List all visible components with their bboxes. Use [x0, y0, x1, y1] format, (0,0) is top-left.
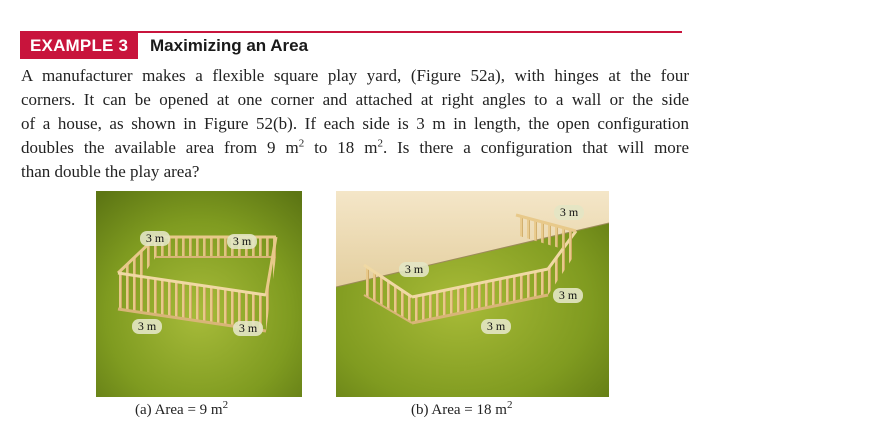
side-label-front: [481, 319, 511, 334]
fence-back: [156, 237, 276, 257]
svg-text:3 m: 3 m: [558, 288, 578, 302]
caption-b-text: (b) Area = 18 m: [411, 402, 507, 418]
figure-a-square-yard: [96, 191, 302, 397]
side-label-left: [399, 262, 429, 277]
figure-b-open-yard: [336, 191, 609, 397]
svg-text:3 m: 3 m: [137, 319, 157, 333]
caption-b: [411, 399, 513, 419]
side-label-top: [554, 205, 584, 220]
example-tag: EXAMPLE 3: [20, 33, 138, 59]
caption-a-sup: 2: [222, 399, 229, 411]
paragraph-line-5: than double the play area?: [21, 162, 200, 181]
side-label-back-right: [227, 234, 257, 249]
side-label-front-right: [233, 321, 263, 336]
line4-part-b: to 18 m: [304, 138, 378, 157]
svg-text:3 m: 3 m: [232, 234, 252, 248]
caption-b-sup: 2: [506, 399, 513, 411]
line4-sup-1: 2: [298, 137, 305, 150]
caption-a: [135, 399, 229, 419]
svg-text:3 m: 3 m: [404, 262, 424, 276]
example-title: Maximizing an Area: [150, 36, 309, 55]
svg-text:3 m: 3 m: [486, 319, 506, 333]
paragraph-line-3: of a house, as shown in Figure 52(b). If each side is 3 m in length, the open configuration: [21, 114, 689, 133]
caption-a-text: (a) Area = 9 m: [135, 402, 223, 418]
problem-paragraph: [21, 64, 689, 184]
paragraph-line-4: [21, 136, 689, 160]
paragraph-line-2: corners. It can be opened at one corner and attached at right angles to a wall or the side: [21, 90, 689, 109]
side-label-front-left: [132, 319, 162, 334]
paragraph-line-1: A manufacturer makes a flexible square play yard, (Figure 52a), with hinges at the four: [21, 66, 689, 85]
svg-text:3 m: 3 m: [238, 321, 258, 335]
svg-text:3 m: 3 m: [145, 231, 165, 245]
side-label-back-left: [140, 231, 170, 246]
line4-sup-2: 2: [377, 137, 383, 150]
side-label-right: [553, 288, 583, 303]
line4-part-a: doubles the available area from 9 m: [21, 138, 299, 157]
line4-part-c: . Is there a configuration that will more: [382, 138, 689, 157]
svg-text:3 m: 3 m: [559, 205, 579, 219]
